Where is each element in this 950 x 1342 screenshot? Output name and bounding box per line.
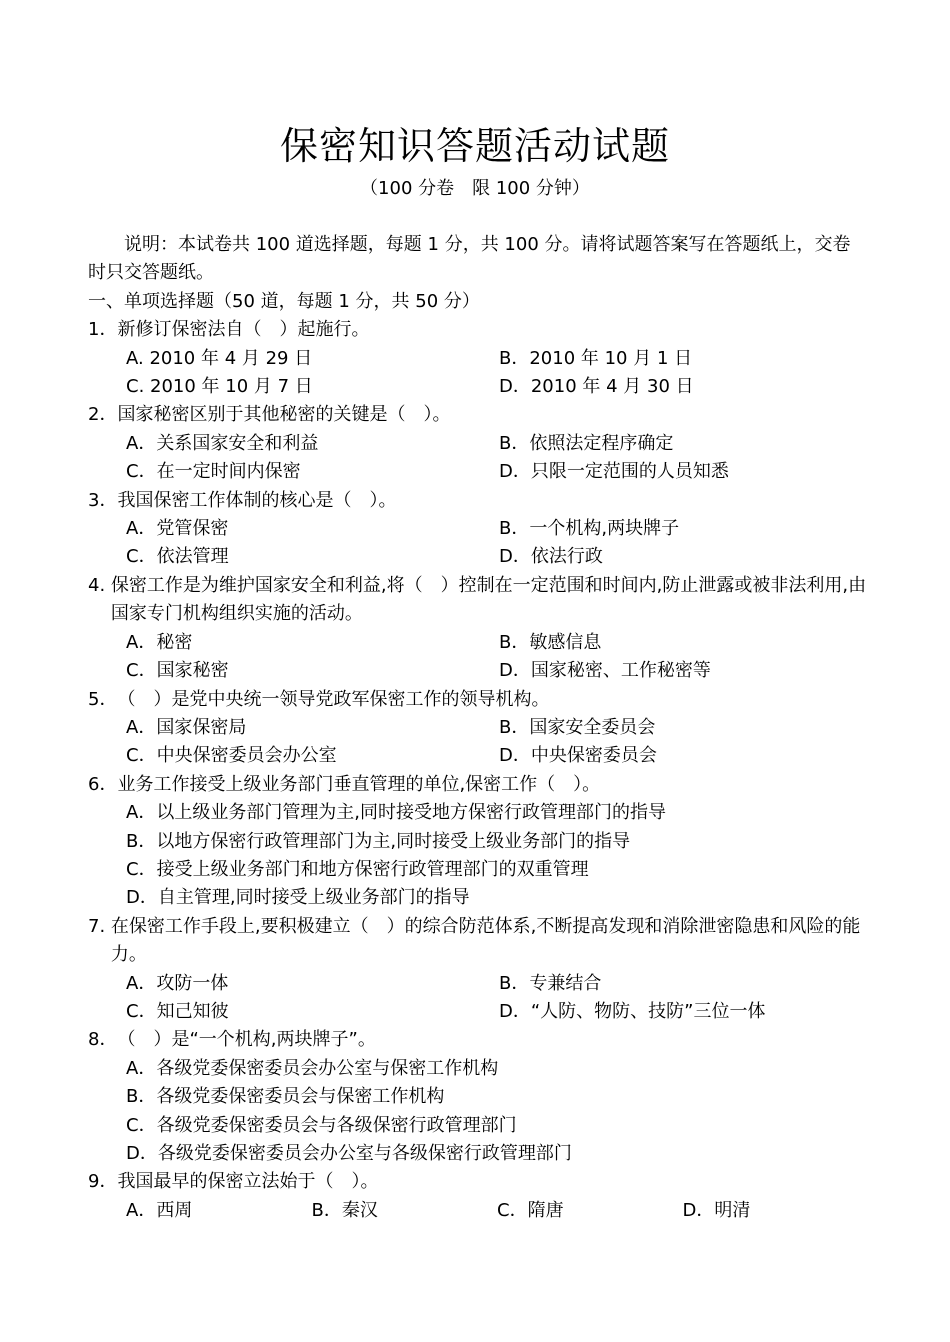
option-b: B．一个机构,两块牌子 [499, 518, 680, 540]
option-c: C．中央保密委员会办公室 [126, 745, 337, 767]
question-4 [88, 572, 868, 629]
question-number: 3． [88, 489, 118, 511]
question-text: 我国保密工作体制的核心是（ ）。 [117, 489, 397, 511]
question-1 [88, 316, 868, 344]
option-b: B．依照法定程序确定 [499, 432, 674, 454]
option-a: A．党管保密 [126, 518, 229, 540]
option-d: D．只限一定范围的人员知悉 [499, 461, 729, 483]
question-text: （ ）是党中央统一领导党政军保密工作的领导机构。 [117, 688, 550, 710]
instructions: 说明：本试卷共 100 道选择题，每题 1 分，共 100 分。请将试题答案写在答题纸上，交卷时只交答题纸。 [88, 234, 851, 284]
option-c: C．国家秘密 [126, 660, 229, 682]
question-2-options [88, 430, 868, 487]
exam-body [88, 231, 868, 1225]
option-d: D．明清 [682, 1199, 751, 1221]
question-text: 业务工作接受上级业务部门垂直管理的单位,保密工作（ ）。 [117, 773, 601, 795]
option-d: D．2010 年 4 月 30 日 [499, 376, 694, 398]
question-3 [88, 487, 868, 515]
option-d: D．自主管理,同时接受上级业务部门的指导 [126, 887, 470, 909]
question-number: 8． [88, 1029, 118, 1051]
option-b: B．以地方保密行政管理部门为主,同时接受上级业务部门的指导 [126, 830, 631, 852]
option-c: C．依法管理 [126, 546, 229, 568]
option-b: B．国家安全委员会 [499, 716, 656, 738]
option-c: C．各级党委保密委员会与各级保密行政管理部门 [126, 1114, 517, 1136]
question-1-options [88, 345, 868, 402]
option-a: A. 2010 年 4 月 29 日 [126, 347, 313, 369]
question-6-options [88, 799, 868, 913]
question-number: 2． [88, 404, 118, 426]
question-7 [88, 913, 868, 970]
page-title: 保密知识答题活动试题 [279, 124, 670, 168]
section-heading: 一、单项选择题（50 道，每题 1 分，共 50 分） [88, 290, 480, 312]
question-number: 1． [88, 319, 118, 341]
option-a: A．关系国家安全和利益 [126, 432, 319, 454]
question-8 [88, 1026, 868, 1054]
question-number: 5． [88, 688, 118, 710]
question-9-options [88, 1197, 868, 1225]
option-b: B．各级党委保密委员会与保密工作机构 [126, 1086, 445, 1108]
option-a: A．国家保密局 [126, 716, 247, 738]
question-number: 4. [88, 574, 111, 596]
option-b: B．2010 年 10 月 1 日 [499, 347, 693, 369]
option-d: D．依法行政 [499, 546, 603, 568]
question-text: 国家秘密区别于其他秘密的关键是（ ）。 [117, 404, 451, 426]
option-a: A．以上级业务部门管理为主,同时接受地方保密行政管理部门的指导 [126, 802, 667, 824]
question-text: 在保密工作手段上,要积极建立（ ）的综合防范体系,不断提高发现和消除泄密隐患和风险的能力。 [110, 915, 861, 966]
option-b: B．敏感信息 [499, 631, 602, 653]
option-c: C．隋唐 [497, 1199, 564, 1221]
option-a: A．攻防一体 [126, 972, 229, 994]
option-c: C．知己知彼 [126, 1000, 229, 1022]
question-5-options [88, 714, 868, 771]
page-subtitle: （100 分卷 限 100 分钟） [360, 178, 590, 199]
question-3-options [88, 515, 868, 572]
question-text: 新修订保密法自（ ）起施行。 [117, 319, 370, 341]
option-d: D．各级党委保密委员会办公室与各级保密行政管理部门 [126, 1143, 572, 1164]
question-number: 6． [88, 773, 118, 795]
option-d: D．国家秘密、工作秘密等 [499, 660, 711, 682]
question-5 [88, 686, 868, 714]
question-6 [88, 771, 868, 799]
question-7-options [88, 970, 868, 1027]
option-c: C. 2010 年 10 月 7 日 [126, 376, 313, 398]
option-d: D．“人防、物防、技防”三位一体 [499, 1000, 766, 1022]
option-c: C．接受上级业务部门和地方保密行政管理部门的双重管理 [126, 858, 589, 880]
question-text: （ ）是“一个机构,两块牌子”。 [117, 1029, 376, 1051]
option-c: C．在一定时间内保密 [126, 461, 301, 483]
option-d: D．中央保密委员会 [499, 745, 657, 767]
question-text: 我国最早的保密立法始于（ ）。 [117, 1171, 379, 1193]
option-a: A．各级党委保密委员会办公室与保密工作机构 [126, 1057, 499, 1079]
option-a: A．秘密 [126, 631, 193, 653]
option-a: A．西周 [126, 1199, 193, 1221]
question-8-options [88, 1055, 868, 1169]
question-number: 7. [88, 915, 111, 937]
option-b: B．专兼结合 [499, 972, 602, 994]
question-text: 保密工作是为维护国家安全和利益,将（ ）控制在一定范围和时间内,防止泄露或被非法利用,由国家专门机构组织实施的活动。 [110, 574, 867, 625]
question-4-options [88, 629, 868, 686]
option-b: B．秦汉 [311, 1199, 378, 1221]
question-number: 9． [88, 1171, 118, 1193]
question-9 [88, 1168, 868, 1196]
question-2 [88, 401, 868, 429]
